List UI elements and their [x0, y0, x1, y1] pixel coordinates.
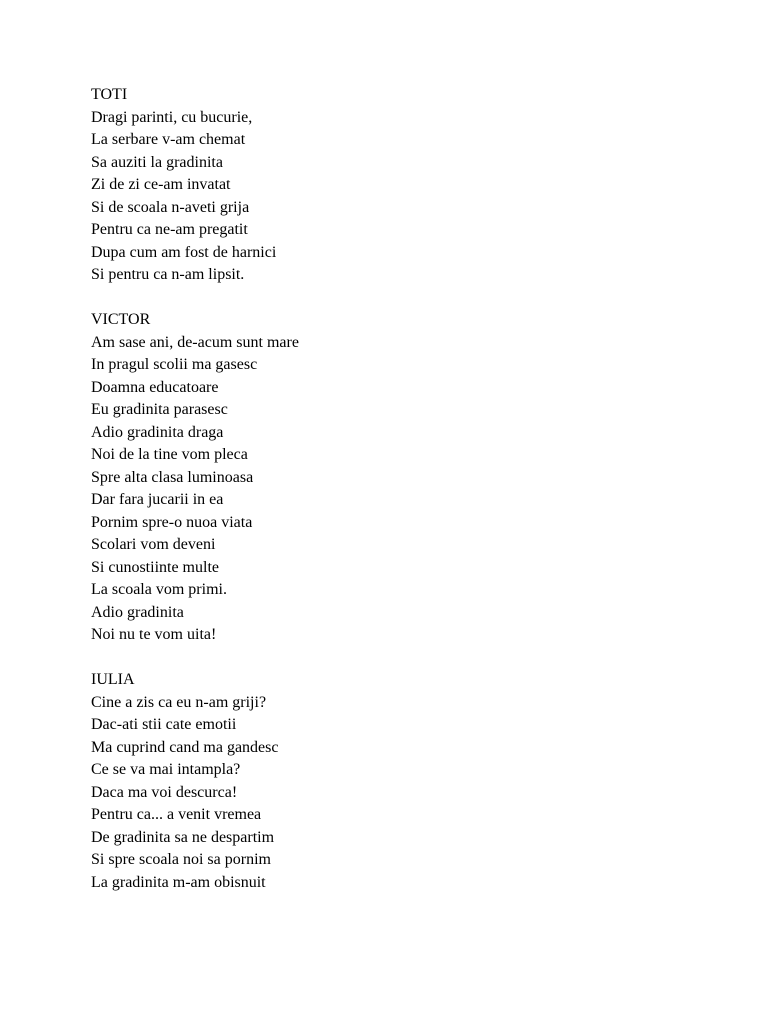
verse-line: Dar fara jucarii in ea	[91, 491, 224, 508]
verse-line: La scoala vom primi.	[91, 581, 227, 598]
verse-line: Ce se va mai intampla?	[91, 761, 241, 778]
verse-line: Scolari vom deveni	[91, 536, 216, 553]
verse-line: Si spre scoala noi sa pornim	[91, 851, 271, 868]
verse-line: Pentru ca ne-am pregatit	[91, 221, 248, 238]
verse-line: Doamna educatoare	[91, 378, 219, 396]
verse-line: Pornim spre-o nuoa viata	[91, 513, 253, 531]
verse-line: La gradinita m-am obisnuit	[91, 873, 266, 891]
verse-line: Daca ma voi descurca!	[91, 783, 238, 801]
verse-line: De gradinita sa ne despartim	[91, 828, 275, 846]
verse-line: Si pentru ca n-am lipsit.	[91, 266, 245, 283]
verse-line: Noi de la tine vom pleca	[91, 446, 248, 463]
speaker-name: VICTOR	[91, 311, 151, 328]
speaker-name: TOTI	[91, 86, 128, 103]
verse-line: Dragi parinti, cu bucurie,	[91, 108, 253, 126]
verse-line: Si de scoala n-aveti grija	[91, 198, 250, 216]
verse-line: Adio gradinita	[91, 603, 184, 621]
verse-line: Adio gradinita draga	[91, 423, 224, 441]
verse-line: Sa auziti la gradinita	[91, 153, 223, 171]
verse-line: La serbare v-am chemat	[91, 131, 246, 148]
verse-line: Ma cuprind cand ma gandesc	[91, 738, 279, 756]
verse-line: Zi de zi ce-am invatat	[91, 176, 231, 193]
verse-line: Am sase ani, de-acum sunt mare	[91, 333, 299, 351]
stanza-victor	[91, 309, 731, 647]
verse-line: Dac-ati stii cate emotii	[91, 716, 237, 733]
document-page	[91, 84, 731, 917]
verse-line: In pragul scolii ma gasesc	[91, 356, 258, 373]
speaker-name: IULIA	[91, 671, 135, 688]
verse-line: Cine a zis ca eu n-am griji?	[91, 693, 267, 711]
stanza-toti	[91, 84, 731, 287]
verse-line: Dupa cum am fost de harnici	[91, 243, 277, 261]
verse-line: Si cunostiinte multe	[91, 558, 219, 576]
verse-line: Noi nu te vom uita!	[91, 626, 217, 643]
verse-line: Pentru ca... a venit vremea	[91, 806, 262, 823]
verse-line: Spre alta clasa luminoasa	[91, 468, 254, 486]
stanza-iulia	[91, 669, 731, 894]
verse-line: Eu gradinita parasesc	[91, 401, 228, 418]
